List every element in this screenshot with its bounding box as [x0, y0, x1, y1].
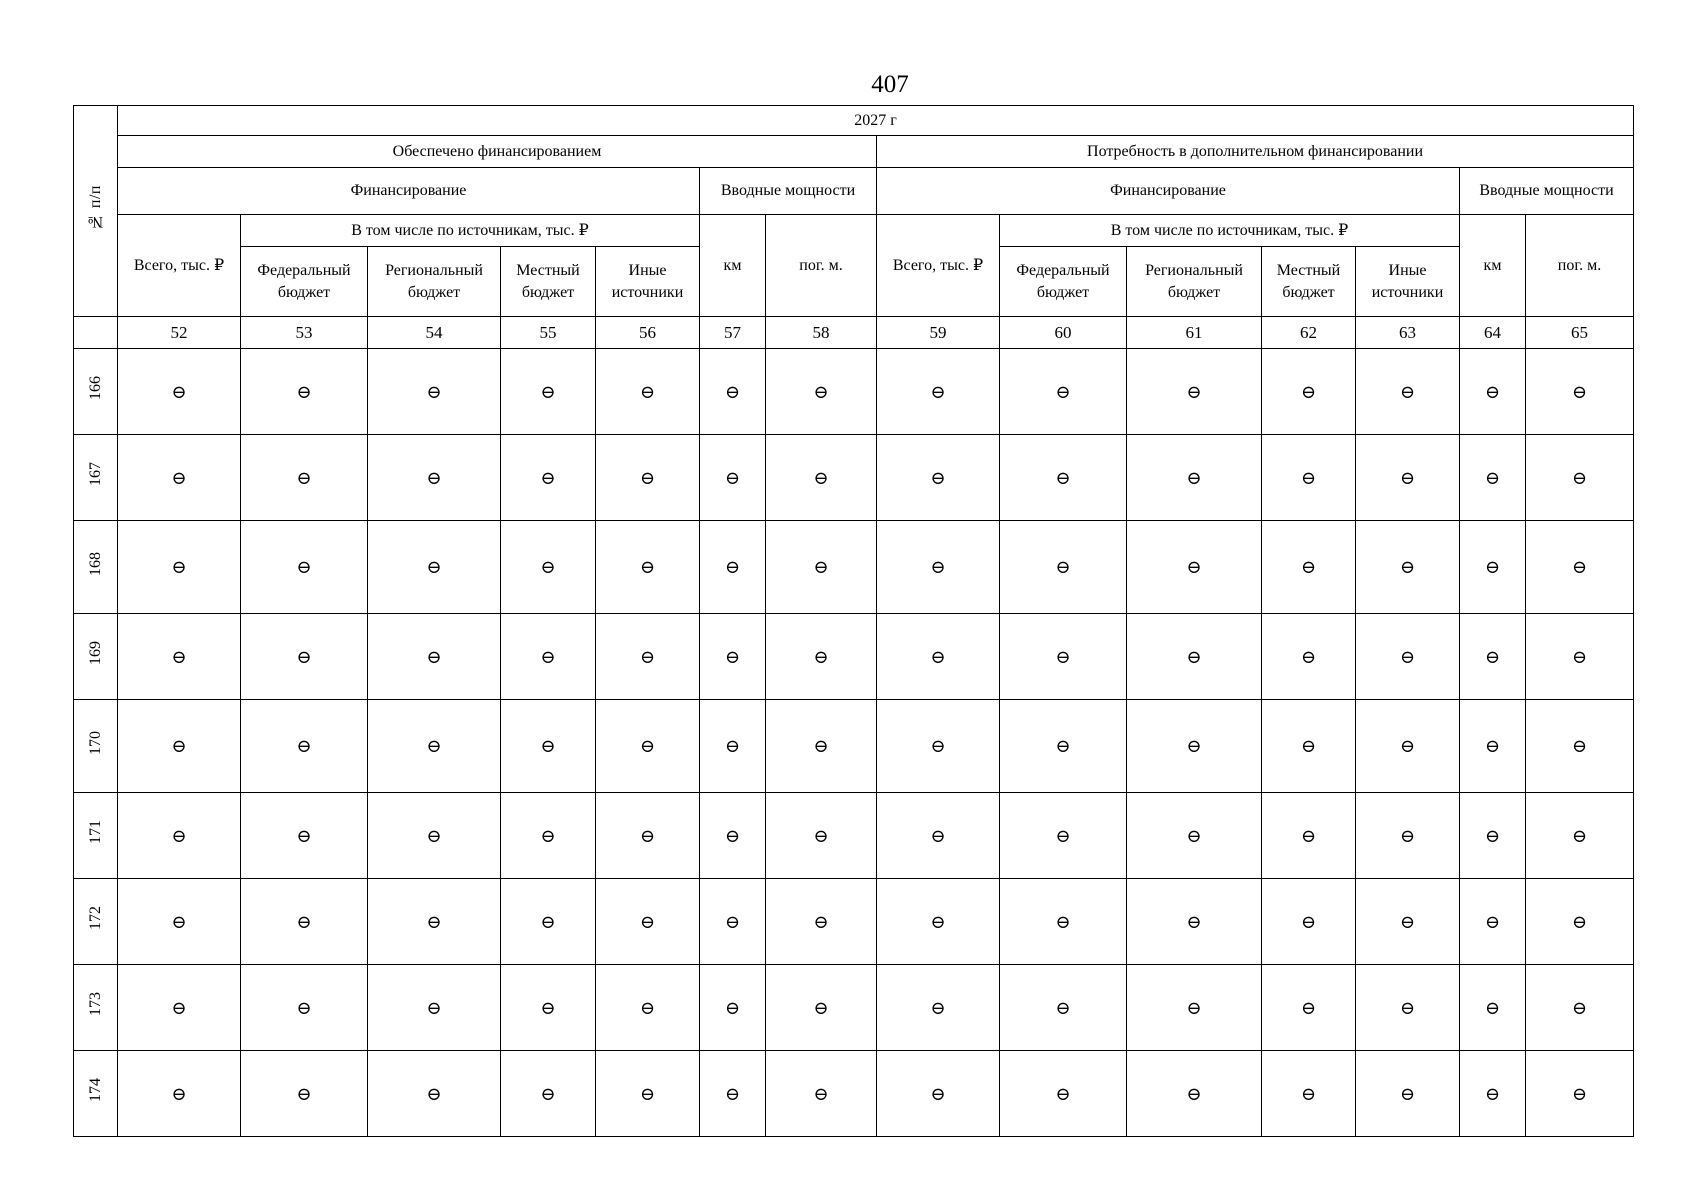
table-row: [74, 879, 1634, 965]
row-number-cell: [74, 965, 118, 1051]
need-pogm-header: пог. м.: [1526, 215, 1634, 317]
table-cell: ⊖: [501, 435, 596, 521]
table-cell: ⊖: [501, 793, 596, 879]
table-cell: ⊖: [1127, 793, 1262, 879]
table-cell: ⊖: [1127, 879, 1262, 965]
table-row: [74, 349, 1634, 435]
table-cell: ⊖: [877, 1051, 1000, 1137]
table-cell: ⊖: [118, 879, 241, 965]
table-row: [74, 700, 1634, 793]
column-number: 55: [501, 317, 596, 349]
secured-pogm-header: пог. м.: [766, 215, 877, 317]
table-cell: ⊖: [1127, 435, 1262, 521]
table-cell: ⊖: [501, 521, 596, 614]
row-number: 169: [86, 641, 104, 665]
table-cell: ⊖: [877, 793, 1000, 879]
table-cell: ⊖: [1526, 700, 1634, 793]
table-cell: ⊖: [501, 614, 596, 700]
table-cell: ⊖: [700, 521, 766, 614]
column-number: 59: [877, 317, 1000, 349]
row-number-cell: [74, 1051, 118, 1137]
table-cell: ⊖: [118, 1051, 241, 1137]
table-cell: ⊖: [877, 965, 1000, 1051]
table-cell: ⊖: [1356, 349, 1460, 435]
table-cell: ⊖: [596, 879, 700, 965]
row-number-cell: [74, 349, 118, 435]
table-cell: ⊖: [596, 435, 700, 521]
column-number: 52: [118, 317, 241, 349]
table-cell: ⊖: [1460, 435, 1526, 521]
table-cell: ⊖: [241, 349, 368, 435]
table-row: [74, 435, 1634, 521]
table-cell: ⊖: [1356, 700, 1460, 793]
column-number: 60: [1000, 317, 1127, 349]
table-cell: ⊖: [118, 793, 241, 879]
table-cell: ⊖: [766, 793, 877, 879]
table-cell: ⊖: [877, 349, 1000, 435]
table-cell: ⊖: [700, 965, 766, 1051]
table-cell: ⊖: [700, 614, 766, 700]
secured-financing-header: Финансирование: [118, 168, 700, 215]
table-cell: ⊖: [766, 349, 877, 435]
table-cell: ⊖: [700, 700, 766, 793]
table-cell: ⊖: [1262, 965, 1356, 1051]
row-number: 172: [86, 906, 104, 930]
need-other-header: Иные источники: [1356, 247, 1460, 317]
table-cell: ⊖: [700, 879, 766, 965]
table-cell: ⊖: [241, 521, 368, 614]
row-number-cell: [74, 879, 118, 965]
table-cell: ⊖: [1526, 793, 1634, 879]
table-cell: ⊖: [368, 879, 501, 965]
table-cell: ⊖: [1460, 614, 1526, 700]
table-cell: ⊖: [1460, 1051, 1526, 1137]
table-row: [74, 614, 1634, 700]
table-cell: ⊖: [1460, 793, 1526, 879]
table-cell: ⊖: [501, 879, 596, 965]
table-cell: ⊖: [766, 435, 877, 521]
year-header: 2027 г: [118, 106, 1634, 136]
table-cell: ⊖: [1356, 435, 1460, 521]
table-cell: ⊖: [368, 700, 501, 793]
table-cell: ⊖: [1460, 521, 1526, 614]
need-capacity-header: Вводные мощности: [1460, 168, 1634, 215]
table-cell: ⊖: [118, 435, 241, 521]
need-local-header: Местный бюджет: [1262, 247, 1356, 317]
table-cell: ⊖: [877, 521, 1000, 614]
table-cell: ⊖: [1356, 521, 1460, 614]
table-cell: ⊖: [766, 879, 877, 965]
table-cell: ⊖: [1000, 793, 1127, 879]
table-cell: ⊖: [1000, 614, 1127, 700]
table-cell: ⊖: [596, 349, 700, 435]
column-number: 65: [1526, 317, 1634, 349]
table-cell: ⊖: [877, 879, 1000, 965]
table-cell: ⊖: [1127, 965, 1262, 1051]
table-cell: ⊖: [1526, 879, 1634, 965]
table-cell: ⊖: [700, 349, 766, 435]
need-financing-header: Финансирование: [877, 168, 1460, 215]
table-cell: ⊖: [766, 965, 877, 1051]
table-cell: ⊖: [700, 1051, 766, 1137]
need-sources-header: В том числе по источникам, тыс. ₽: [1000, 215, 1460, 247]
column-number-row: [74, 317, 1634, 349]
table-cell: ⊖: [700, 435, 766, 521]
table-cell: ⊖: [1356, 965, 1460, 1051]
secured-capacity-header: Вводные мощности: [700, 168, 877, 215]
table-cell: ⊖: [241, 614, 368, 700]
table-cell: ⊖: [1356, 793, 1460, 879]
row-number: 174: [86, 1078, 104, 1102]
table-cell: ⊖: [241, 965, 368, 1051]
table-cell: ⊖: [241, 879, 368, 965]
table-cell: ⊖: [1262, 1051, 1356, 1137]
need-federal-header: Федеральный бюджет: [1000, 247, 1127, 317]
table-cell: ⊖: [1262, 349, 1356, 435]
secured-km-header: км: [700, 215, 766, 317]
table-cell: ⊖: [501, 700, 596, 793]
table-cell: ⊖: [501, 349, 596, 435]
column-number: 63: [1356, 317, 1460, 349]
table-cell: ⊖: [1000, 965, 1127, 1051]
table-cell: ⊖: [877, 700, 1000, 793]
column-number-blank: [74, 317, 118, 349]
table-row: [74, 521, 1634, 614]
table-cell: ⊖: [501, 1051, 596, 1137]
table-cell: ⊖: [1356, 614, 1460, 700]
table-cell: ⊖: [1000, 435, 1127, 521]
secured-header: Обеспечено финансированием: [118, 136, 877, 168]
need-km-header: км: [1460, 215, 1526, 317]
table-cell: ⊖: [766, 614, 877, 700]
table-cell: ⊖: [1526, 965, 1634, 1051]
row-number: 173: [86, 992, 104, 1016]
row-number-cell: [74, 700, 118, 793]
table-cell: ⊖: [1127, 349, 1262, 435]
row-number: 167: [86, 462, 104, 486]
row-number-cell: [74, 614, 118, 700]
row-number: 170: [86, 730, 104, 755]
column-number: 58: [766, 317, 877, 349]
column-number: 62: [1262, 317, 1356, 349]
table-cell: ⊖: [766, 700, 877, 793]
secured-other-header: Иные источники: [596, 247, 700, 317]
table-cell: ⊖: [1526, 435, 1634, 521]
table-cell: ⊖: [368, 793, 501, 879]
secured-regional-header: Региональный бюджет: [368, 247, 501, 317]
table-cell: ⊖: [1127, 521, 1262, 614]
table-cell: ⊖: [877, 614, 1000, 700]
table-cell: ⊖: [241, 700, 368, 793]
need-header: Потребность в дополнительном финансировании: [877, 136, 1634, 168]
table-cell: ⊖: [1000, 879, 1127, 965]
table-cell: ⊖: [596, 1051, 700, 1137]
table-cell: ⊖: [596, 614, 700, 700]
secured-sources-header: В том числе по источникам, тыс. ₽: [241, 215, 700, 247]
secured-federal-header: Федеральный бюджет: [241, 247, 368, 317]
table-cell: ⊖: [368, 349, 501, 435]
table-cell: ⊖: [1000, 521, 1127, 614]
secured-local-header: Местный бюджет: [501, 247, 596, 317]
table-cell: ⊖: [596, 793, 700, 879]
table-cell: ⊖: [368, 965, 501, 1051]
table-cell: ⊖: [766, 521, 877, 614]
table-cell: ⊖: [1460, 879, 1526, 965]
row-number: 166: [86, 376, 104, 400]
table-cell: ⊖: [118, 349, 241, 435]
column-number: 64: [1460, 317, 1526, 349]
table-cell: ⊖: [1460, 700, 1526, 793]
table-cell: ⊖: [1262, 879, 1356, 965]
table-cell: ⊖: [1262, 793, 1356, 879]
row-number: 168: [86, 551, 104, 576]
table-cell: ⊖: [1526, 349, 1634, 435]
table-cell: ⊖: [118, 700, 241, 793]
table-cell: ⊖: [1526, 1051, 1634, 1137]
table-cell: ⊖: [1526, 614, 1634, 700]
table-row: [74, 1051, 1634, 1137]
table-cell: ⊖: [241, 1051, 368, 1137]
row-number-cell: [74, 793, 118, 879]
table-cell: ⊖: [1262, 521, 1356, 614]
table-cell: ⊖: [1127, 1051, 1262, 1137]
table-cell: ⊖: [501, 965, 596, 1051]
table-cell: ⊖: [118, 965, 241, 1051]
table-cell: ⊖: [1262, 435, 1356, 521]
column-number: 56: [596, 317, 700, 349]
table-cell: ⊖: [368, 614, 501, 700]
table-cell: ⊖: [241, 793, 368, 879]
table-row: [74, 793, 1634, 879]
num-column-label: № п/п: [86, 184, 104, 231]
need-regional-header: Региональный бюджет: [1127, 247, 1262, 317]
table-cell: ⊖: [1262, 614, 1356, 700]
column-number: 57: [700, 317, 766, 349]
num-column-header: [74, 106, 118, 317]
table-cell: ⊖: [241, 435, 368, 521]
row-number-cell: [74, 521, 118, 614]
column-number: 54: [368, 317, 501, 349]
table-cell: ⊖: [700, 793, 766, 879]
table-cell: ⊖: [1356, 879, 1460, 965]
table-cell: ⊖: [1000, 349, 1127, 435]
page-number: 407: [871, 71, 909, 98]
table-cell: ⊖: [368, 1051, 501, 1137]
table-cell: ⊖: [1460, 349, 1526, 435]
table-cell: ⊖: [368, 435, 501, 521]
column-number: 61: [1127, 317, 1262, 349]
table-cell: ⊖: [1262, 700, 1356, 793]
table-cell: ⊖: [118, 521, 241, 614]
table-row: [74, 965, 1634, 1051]
secured-total-header: Всего, тыс. ₽: [118, 215, 241, 317]
column-number: 53: [241, 317, 368, 349]
table-cell: ⊖: [1526, 521, 1634, 614]
need-total-header: Всего, тыс. ₽: [877, 215, 1000, 317]
financing-table: [73, 105, 1634, 1137]
table-cell: ⊖: [1127, 614, 1262, 700]
table-cell: ⊖: [1000, 700, 1127, 793]
table-cell: ⊖: [1000, 1051, 1127, 1137]
row-number-cell: [74, 435, 118, 521]
table-cell: ⊖: [1356, 1051, 1460, 1137]
table-cell: ⊖: [766, 1051, 877, 1137]
row-number: 171: [86, 820, 104, 844]
table-cell: ⊖: [596, 700, 700, 793]
table-cell: ⊖: [596, 521, 700, 614]
table-cell: ⊖: [1127, 700, 1262, 793]
table-cell: ⊖: [1460, 965, 1526, 1051]
table-cell: ⊖: [368, 521, 501, 614]
table-cell: ⊖: [118, 614, 241, 700]
table-cell: ⊖: [877, 435, 1000, 521]
table-cell: ⊖: [596, 965, 700, 1051]
